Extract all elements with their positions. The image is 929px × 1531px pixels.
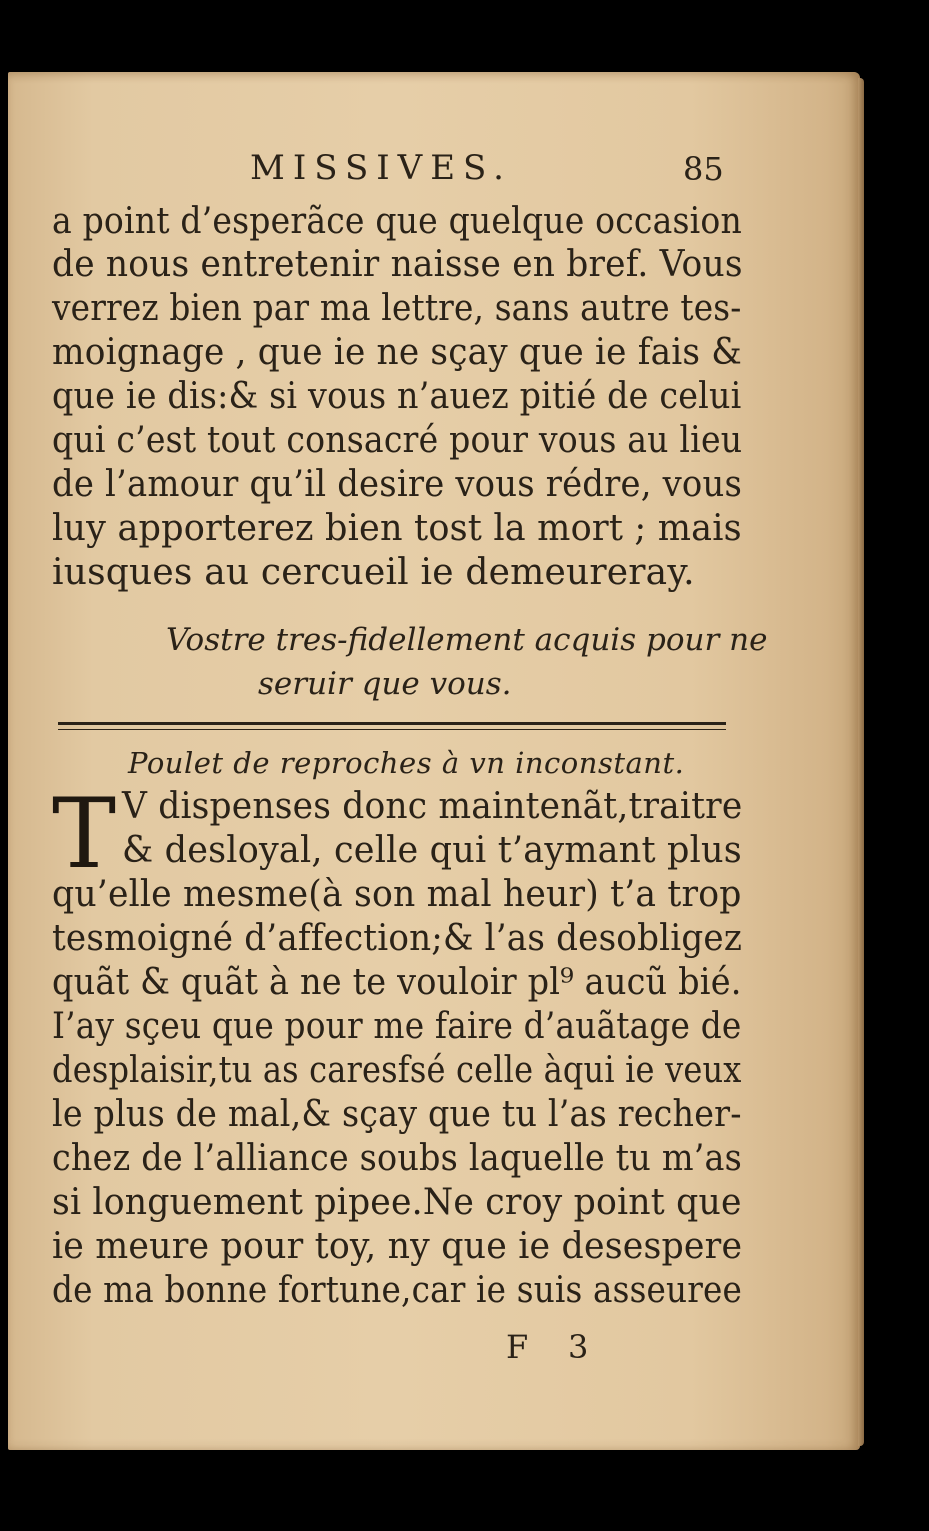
text-line: moignage , que ie ne sçay que ie fais & bbox=[52, 332, 743, 373]
text-line: qui c’est tout consacré pour vous au lieu bbox=[52, 420, 743, 461]
text-line: de l’amour qu’il desire vous rédre, vous bbox=[52, 464, 743, 505]
section-divider bbox=[58, 722, 726, 725]
letter-1-signature-line-2: seruir que vous. bbox=[258, 666, 512, 702]
text-line: luy apporterez bien tost la mort ; mais bbox=[52, 508, 742, 549]
signature-mark-letter: F bbox=[506, 1328, 529, 1366]
page-number: 85 bbox=[683, 150, 724, 188]
text-line: a point d’esperãce que quelque occasion bbox=[52, 201, 742, 242]
text-line: & desloyal, celle qui t’aymant plus bbox=[122, 830, 742, 871]
text-line: de ma bonne fortune,car ie suis asseuree bbox=[52, 1270, 743, 1311]
letter-2-title: Poulet de reproches à vn inconstant. bbox=[128, 746, 685, 780]
text-line: ie meure pour toy, ny que ie desespere bbox=[52, 1226, 743, 1267]
section-divider-thin bbox=[58, 729, 726, 730]
text-line: tesmoigné d’affection;& l’as desobligez bbox=[52, 918, 743, 959]
text-line: V dispenses donc maintenãt,traitre bbox=[122, 786, 743, 827]
text-line: quãt & quãt à ne te vouloir pl⁹ aucũ bié. bbox=[52, 962, 742, 1003]
text-line: verrez bien par ma lettre, sans autre tes- bbox=[52, 288, 742, 329]
page-edge bbox=[858, 78, 864, 1446]
running-title: MISSIVES. bbox=[250, 148, 512, 188]
text-line: de nous entretenir naisse en bref. Vous bbox=[52, 244, 743, 285]
text-line: si longuement pipee.Ne croy point que bbox=[52, 1182, 742, 1223]
text-line: desplaisir,tu as caresfsé celle àqui ie veux bbox=[52, 1050, 742, 1091]
text-line: le plus de mal,& sçay que tu l’as recher- bbox=[52, 1094, 742, 1135]
drop-cap: T bbox=[52, 778, 117, 890]
text-line: I’ay sçeu que pour me faire d’auãtage de bbox=[52, 1006, 742, 1047]
text-line: que ie dis:& si vous n’auez pitié de celui bbox=[52, 376, 742, 417]
text-line: chez de l’alliance soubs laquelle tu m’as bbox=[52, 1138, 743, 1179]
text-line: qu’elle mesme(à son mal heur) t’a trop bbox=[52, 874, 742, 915]
signature-mark-number: 3 bbox=[568, 1328, 589, 1366]
text-line: iusques au cercueil ie demeureray. bbox=[52, 552, 695, 593]
letter-1-signature-line-1: Vostre tres-fidellement acquis pour ne bbox=[166, 622, 768, 658]
